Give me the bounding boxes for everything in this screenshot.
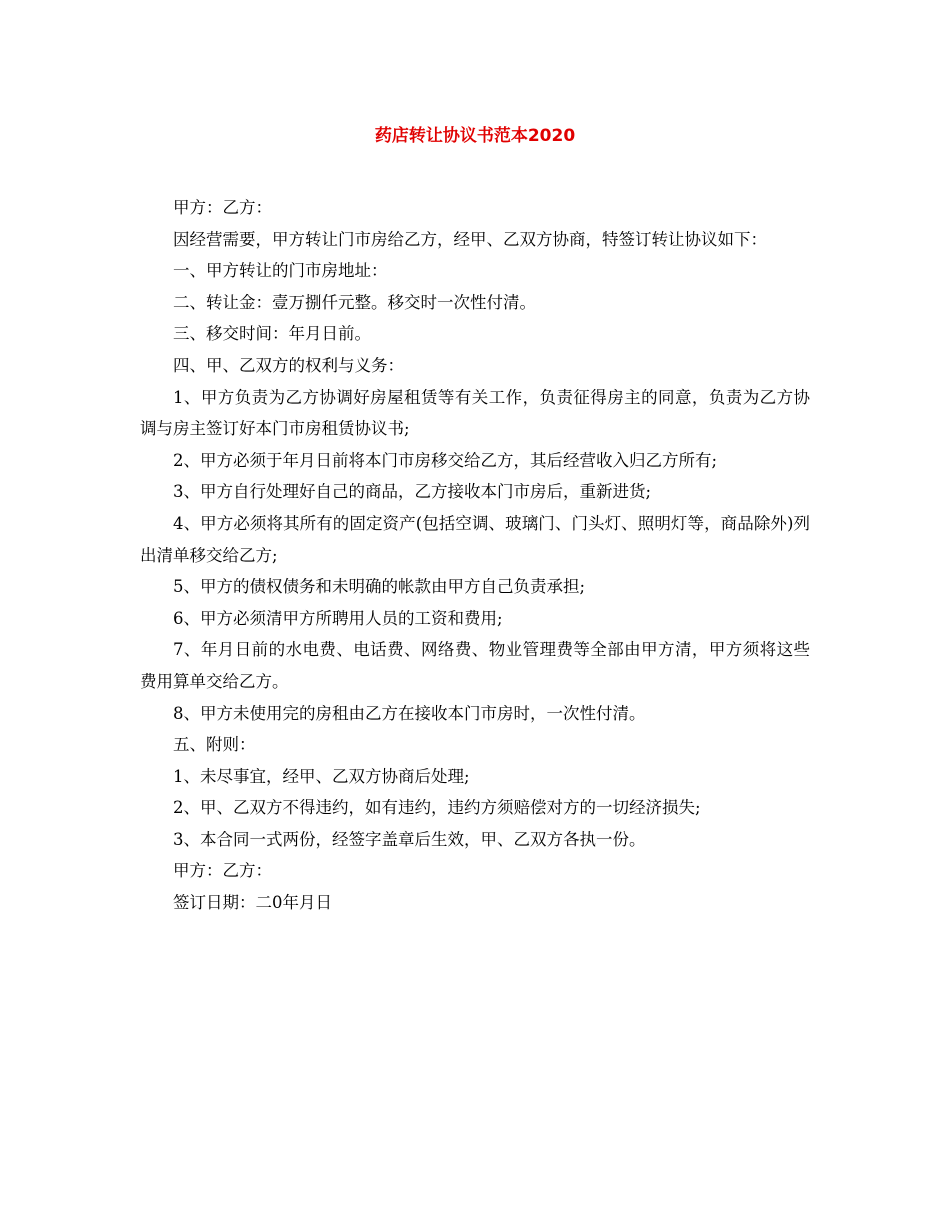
obligation-item-7: 7、年月日前的水电费、电话费、网络费、物业管理费等全部由甲方清，甲方须将这些费用算单交给乙方。: [140, 640, 810, 691]
obligation-item-8: 8、甲方未使用完的房租由乙方在接收本门市房时，一次性付清。: [173, 703, 646, 723]
signing-date: 签订日期：二0年月日: [173, 893, 332, 913]
document-body: [140, 192, 810, 919]
party-line: 甲方：乙方：: [173, 198, 272, 217]
clause-rights-obligations: 四、甲、乙双方的权利与义务：: [173, 355, 404, 375]
supplementary-item-2: 2、甲、乙双方不得违约，如有违约，违约方须赔偿对方的一切经济损失;: [173, 798, 701, 818]
supplementary-item-1: 1、未尽事宜，经甲、乙双方协商后处理;: [173, 766, 470, 786]
obligation-item-2: 2、甲方必须于年月日前将本门市房移交给乙方，其后经营收入归乙方所有;: [173, 450, 718, 470]
clause-handover-time: 三、移交时间：年月日前。: [173, 324, 371, 344]
obligation-item-1: 1、甲方负责为乙方协调好房屋租赁等有关工作，负责征得房主的同意，负责为乙方协调与房主签订好本门市房租赁协议书;: [140, 387, 810, 439]
obligation-item-4: 4、甲方必须将其所有的固定资产(包括空调、玻璃门、门头灯、照明灯等，商品除外)列出清单移交给乙方;: [140, 513, 810, 565]
signature-party-line: 甲方：乙方：: [173, 861, 272, 881]
intro-paragraph: 因经营需要，甲方转让门市房给乙方，经甲、乙双方协商，特签订转让协议如下：: [173, 229, 767, 249]
clause-transfer-fee: 二、转让金：壹万捌仟元整。移交时一次性付清。: [173, 292, 536, 312]
obligation-item-3: 3、甲方自行处理好自己的商品，乙方接收本门市房后，重新进货;: [173, 482, 652, 502]
clause-address: 一、甲方转让的门市房地址：: [173, 261, 388, 281]
document-title: 药店转让协议书范本2020: [374, 126, 576, 146]
supplementary-item-3: 3、本合同一式两份，经签字盖章后生效，甲、乙双方各执一份。: [173, 829, 646, 849]
obligation-item-6: 6、甲方必须清甲方所聘用人员的工资和费用;: [173, 608, 503, 628]
clause-supplementary: 五、附则：: [173, 735, 256, 755]
obligation-item-5: 5、甲方的债权债务和未明确的帐款由甲方自己负责承担;: [173, 577, 586, 597]
